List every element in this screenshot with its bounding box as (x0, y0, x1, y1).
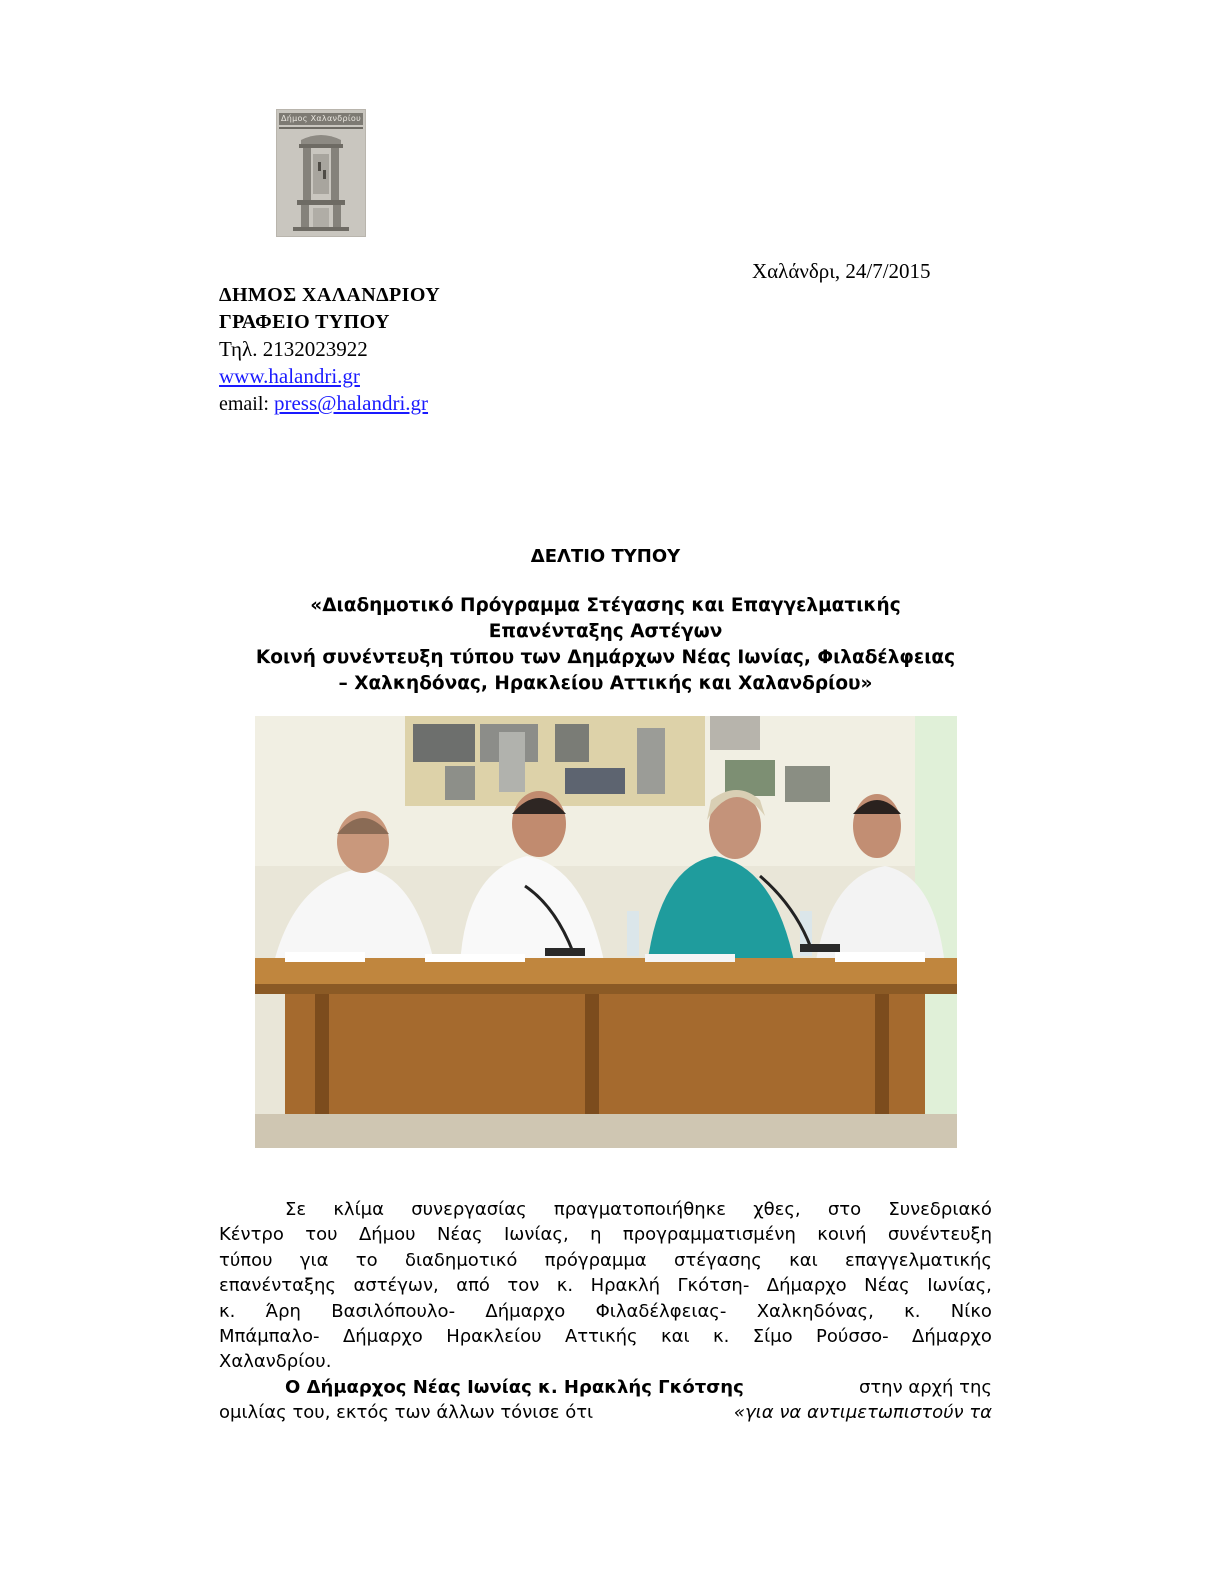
word: Συνεδριακό (888, 1199, 992, 1220)
quote-segment: «για να αντιμετωπιστούν τα (733, 1402, 992, 1424)
text-line (219, 1324, 992, 1349)
logo-lettering: Δήμος Χαλανδρίου (281, 114, 361, 123)
word: Σε (285, 1199, 307, 1220)
word: το (355, 1249, 378, 1271)
word: Χαλκηδόνας, (756, 1300, 874, 1322)
email-label: email: (219, 393, 269, 415)
word: κ. (904, 1300, 921, 1322)
word: Νίκο (950, 1300, 992, 1322)
text-line (219, 1222, 992, 1247)
word: κ. (556, 1275, 574, 1297)
email-link[interactable]: press@halandri.gr (273, 391, 429, 415)
word: Ηρακλείου (446, 1326, 542, 1348)
word: Βασιλόπουλο- (331, 1300, 456, 1322)
word: συνεργασίας (411, 1199, 527, 1220)
word: στέγασης (673, 1249, 762, 1271)
word: Δήμαρχο (342, 1326, 423, 1348)
word: διαδημοτικό (404, 1249, 518, 1271)
press-release-label: ΔΕΛΤΙΟ ΤΥΠΟΥ (530, 546, 681, 567)
title-line: – Χαλκηδόνας, Ηρακλείου Αττικής και Χαλανδρίου» (338, 673, 873, 694)
website-link[interactable]: www.halandri.gr (219, 364, 360, 388)
text-line (219, 1299, 992, 1324)
body-paragraph (219, 1375, 992, 1426)
word: κ. (712, 1326, 730, 1348)
word: πρόγραμμα (544, 1249, 647, 1271)
text-segment: ομιλίας του, εκτός των άλλων τόνισε ότι (219, 1402, 594, 1424)
word: συνέντευξη (887, 1224, 992, 1246)
email-row (219, 391, 428, 416)
word: κ. (219, 1300, 236, 1322)
word: Φιλαδέλφειας- (595, 1300, 727, 1322)
word: και (661, 1326, 690, 1348)
word: επαγγελματικής (845, 1249, 992, 1271)
word: Ιωνίας, (927, 1275, 992, 1297)
press-release-title (219, 593, 992, 697)
place-date: Χαλάνδρι, 24/7/2015 (752, 259, 931, 283)
word: Ηρακλή (590, 1275, 661, 1297)
word: για (299, 1249, 329, 1271)
word: τον (507, 1275, 540, 1297)
press-office-name: ΓΡΑΦΕΙΟ ΤΥΠΟΥ (219, 311, 390, 333)
press-conference-photo (255, 716, 957, 1148)
word: προγραμματισμένη (622, 1224, 796, 1246)
word: η (590, 1224, 602, 1246)
word: στο (827, 1199, 862, 1220)
word: τύπου (219, 1249, 273, 1271)
word: Γκότση- (677, 1275, 750, 1297)
word: Μπάμπαλο- (219, 1326, 320, 1348)
word: χθες, (753, 1199, 801, 1220)
text-line: Χαλανδρίου. (219, 1351, 332, 1373)
word: Άρη (265, 1300, 301, 1322)
text-line (219, 1197, 992, 1222)
word: κλίμα (333, 1199, 384, 1220)
word: του (305, 1224, 338, 1246)
body-paragraph (219, 1197, 992, 1375)
word: και (789, 1249, 818, 1271)
title-line: Επανένταξης Αστέγων (488, 621, 723, 642)
word: Κέντρο (219, 1224, 284, 1246)
municipality-name: ΔΗΜΟΣ ΧΑΛΑΝΔΡΙΟΥ (219, 284, 441, 306)
word: επανένταξης (219, 1275, 336, 1297)
text-line (219, 1248, 992, 1273)
word: Δήμου (358, 1224, 416, 1246)
word: Ιωνίας, (504, 1224, 569, 1246)
word: Δήμαρχο (912, 1326, 992, 1348)
text-line (219, 1273, 992, 1298)
word: Δήμαρχο (766, 1275, 847, 1297)
word: Αττικής (564, 1326, 638, 1348)
phone-number: Τηλ. 2132023922 (219, 337, 368, 361)
title-line: Κοινή συνέντευξη τύπου των Δημάρχων Νέας Ιωνίας, Φιλαδέλφειας (255, 647, 956, 668)
word: πραγματοποιήθηκε (553, 1199, 726, 1220)
website-row (219, 364, 360, 389)
word: Νέας (864, 1275, 910, 1297)
text-segment: στην αρχή της (858, 1377, 992, 1398)
word: Δήμαρχο (485, 1300, 566, 1322)
word: κοινή (817, 1224, 867, 1246)
title-line: «Διαδημοτικό Πρόγραμμα Στέγασης και Επαγγελματικής (310, 595, 901, 616)
word: Σίμο (752, 1326, 793, 1348)
text-line (219, 1375, 992, 1400)
word: αστέγων, (353, 1275, 439, 1297)
text-line (219, 1400, 992, 1425)
municipality-logo (276, 109, 366, 237)
word: Ρούσσο- (816, 1326, 889, 1348)
word: από (456, 1275, 490, 1297)
speaker-name: Ο Δήμαρχος Νέας Ιωνίας κ. Ηρακλής Γκότσης (285, 1377, 744, 1398)
monument-emblem-icon (277, 110, 365, 236)
word: Νέας (436, 1224, 483, 1246)
